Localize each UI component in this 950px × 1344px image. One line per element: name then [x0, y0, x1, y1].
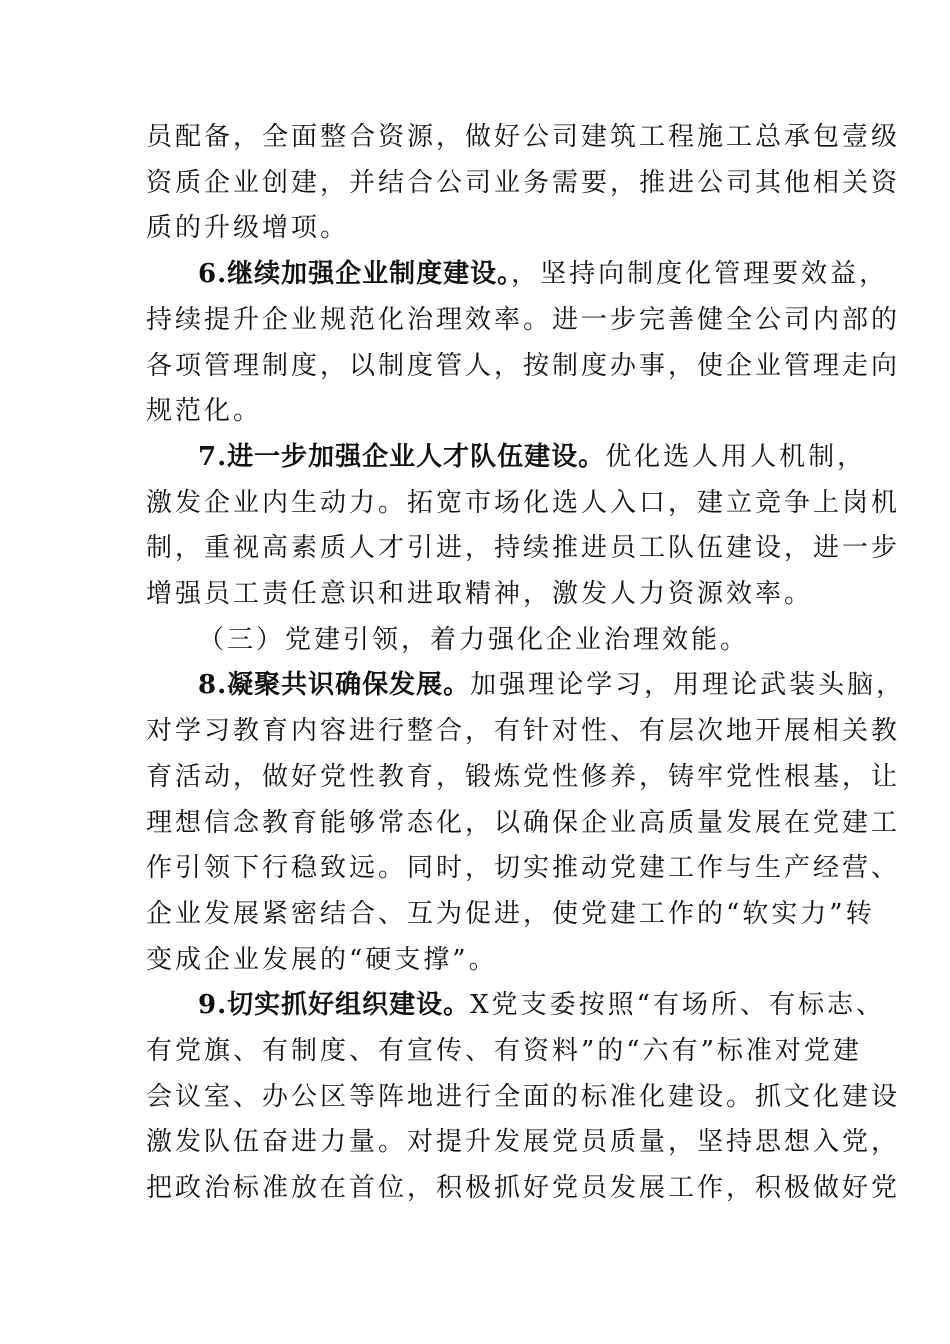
text-line	[146, 252, 889, 298]
text-line: 有党旗、有制度、有宣传、有资料”的“六有”标准对党建	[146, 1036, 862, 1067]
text-line: 会议室、办公区等阵地进行全面的标准化建设。抓文化建设	[146, 1081, 901, 1112]
paragraph-heading: 9.切实抓好组织建设。	[198, 990, 471, 1021]
text-line: 把政治标准放在首位，积极抓好党员发展工作，积极做好党	[146, 1173, 901, 1204]
text-line: 增强员工责任意识和进取精神，激发人力资源效率。	[146, 579, 814, 610]
text-line: 作引领下行稳致远。同时，切实推动党建工作与生产经营、	[146, 853, 901, 884]
paragraph-heading: 8.凝聚共识确保发展。	[198, 670, 471, 701]
text-run: X党支委按照“有场所、有标志、	[470, 990, 885, 1021]
text-line	[146, 663, 906, 709]
text-line: 激发企业内生动力。拓宽市场化选人入口，建立竞争上岗机	[146, 487, 901, 518]
text-line: 规范化。	[146, 396, 263, 427]
text-run: 优化选人用人机制，	[605, 441, 867, 472]
text-line: 变成企业发展的“硬支撑”。	[146, 944, 498, 975]
text-line: 激发队伍奋进力量。对提升发展党员质量，坚持思想入党，	[146, 1127, 901, 1158]
text-line	[146, 435, 867, 481]
text-line: 质的升级增项。	[146, 213, 350, 244]
paragraph-7	[146, 435, 901, 618]
paragraph-continuation	[146, 115, 901, 252]
text-line: 企业发展紧密结合、互为促进，使党建工作的“软实力”转	[146, 898, 875, 929]
section-heading	[146, 618, 828, 664]
text-line	[146, 983, 885, 1029]
paragraph-heading: 7.进一步加强企业人才队伍建设。	[198, 441, 606, 472]
text-line: 各项管理制度，以制度管人，按制度办事，使企业管理走向	[146, 350, 901, 381]
document-body	[146, 115, 906, 1212]
text-run: ，坚持向制度化管理要效益，	[511, 259, 889, 290]
text-run: 加强理论学习，用理论武装头脑，	[470, 670, 906, 701]
text-line: 制，重视高素质人才引进，持续推进员工队伍建设，进一步	[146, 533, 901, 564]
text-line: 对学习教育内容进行整合，有针对性、有层次地开展相关教	[146, 716, 901, 747]
text-line: 育活动，做好党性教育，锻炼党性修养，铸牢党性根基，让	[146, 761, 901, 792]
paragraph-6	[146, 252, 901, 435]
text-line: 员配备，全面整合资源，做好公司建筑工程施工总承包壹级	[146, 122, 901, 152]
text-line: 持续提升企业规范化治理效率。进一步完善健全公司内部的	[146, 304, 901, 335]
paragraph-heading: 6.继续加强企业制度建设。	[198, 259, 512, 290]
paragraph-8	[146, 663, 906, 983]
text-line: 理想信念教育能够常态化，以确保企业高质量发展在党建工	[146, 807, 901, 838]
text-line: （三）党建引领，着力强化企业治理效能。	[198, 624, 750, 655]
text-line: 资质企业创建，并结合公司业务需要，推进公司其他相关资	[146, 167, 901, 198]
paragraph-9	[146, 983, 901, 1212]
